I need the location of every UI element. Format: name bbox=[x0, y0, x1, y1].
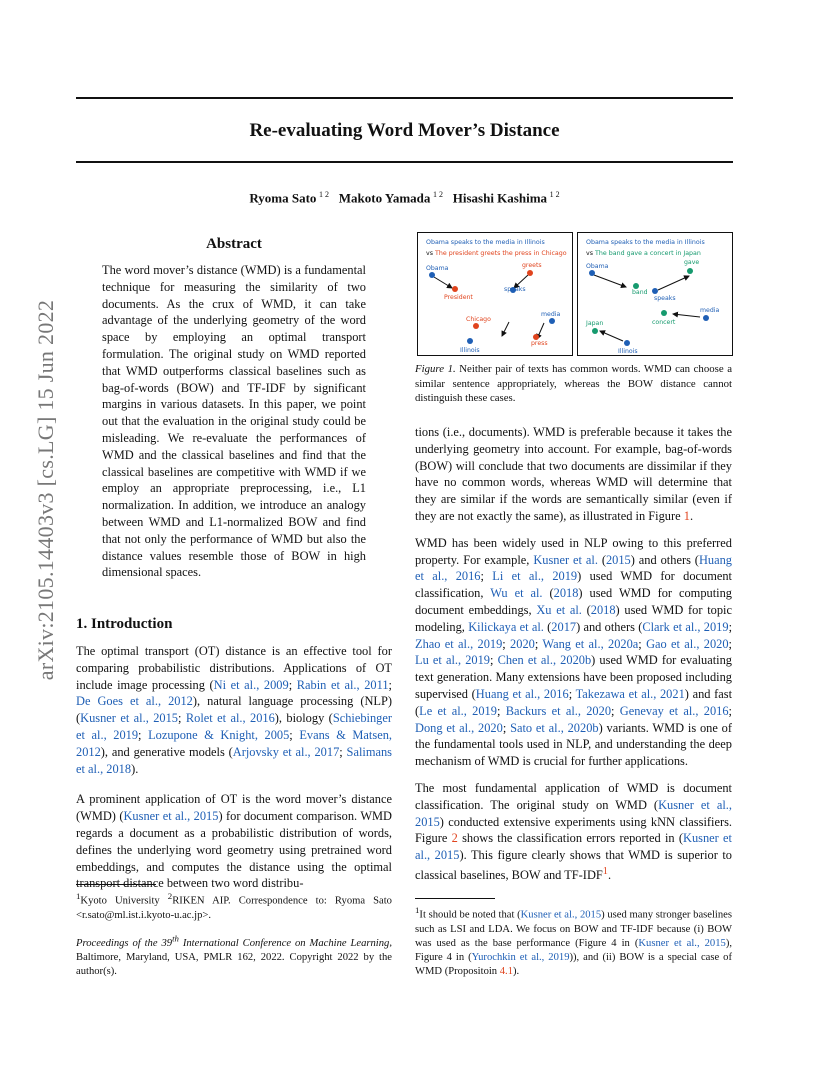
text: ) and fast ( bbox=[415, 686, 733, 718]
citation-link[interactable]: Yurochkin et al., 2019 bbox=[471, 951, 570, 963]
footnote-marker: 2 bbox=[167, 891, 173, 901]
citation-link[interactable]: Rolet et al., 2016 bbox=[185, 711, 275, 726]
word-label: media bbox=[700, 307, 720, 314]
title-bottom-rule bbox=[76, 161, 733, 163]
word-point bbox=[527, 270, 533, 276]
sentence-2-line bbox=[426, 250, 567, 257]
citation-link[interactable]: Dong et al., 2020 bbox=[415, 720, 503, 735]
text: ; bbox=[611, 703, 620, 718]
paper-title: Re-evaluating Word Mover’s Distance bbox=[249, 120, 560, 141]
text: It should be noted that ( bbox=[419, 909, 521, 921]
text: th bbox=[172, 933, 179, 943]
word-label: concert bbox=[652, 319, 676, 326]
citation-link[interactable]: Le et al., 2019 bbox=[419, 703, 497, 718]
text: A prominent application of OT is the word mover’s distance (WMD) ( bbox=[76, 792, 392, 824]
sentence-2: The president greets the press in Chicago bbox=[435, 250, 567, 257]
figure-panel-right bbox=[577, 232, 733, 356]
text: ) variants. WMD is one of the fundamental tools used in NLP, and understanding the deep mechanism of WMD is crucial for further applications. bbox=[415, 720, 732, 769]
citation-link[interactable]: Li et al., 2019 bbox=[492, 569, 578, 584]
word-label: greets bbox=[522, 262, 542, 269]
word-point bbox=[452, 286, 458, 292]
citation-link[interactable]: Kusner et al., 2015 bbox=[80, 711, 178, 726]
citation-link[interactable]: Wang et al., 2020a bbox=[542, 636, 639, 651]
author-affiliation: 1 2 bbox=[319, 190, 330, 199]
text: ; bbox=[480, 569, 493, 584]
citation-link[interactable]: Salimans et al., 2018 bbox=[76, 744, 392, 776]
text: ( bbox=[597, 552, 606, 567]
citation-link[interactable]: Huang et al., 2016 bbox=[415, 552, 732, 584]
figure-caption bbox=[415, 362, 732, 406]
citation-link[interactable]: Lozupone & Knight, 2005 bbox=[148, 727, 290, 742]
abstract-text: The word mover’s distance (WMD) is a fundamental technique for measuring the similarity of two documents. As the crux of WMD, it can take advantage of the underlying geometry of the word space by employing an optimal transport formulation. The original study on WMD reported that WMD outperforms classical baselines such as bag-of-words (BOW) and TF-IDF by significant margins in various datasets. In this paper, we point out that the evaluation in the original study could be misleading. We re-evaluate the performances of WMD and the classical baselines and find that the classical baselines are competitive with WMD if we employ an appropriate preprocessing, i.e., L1 normalization. In addition, we introduce an analogy between WMD and L1-normalized BOW and find that not only the performance of WMD but also the distance values resemble those of BOW in high dimensional spaces. bbox=[102, 263, 366, 580]
author-name: Hisashi Kashima bbox=[452, 190, 548, 206]
text: ; bbox=[138, 727, 149, 742]
paragraph bbox=[76, 791, 392, 892]
word-label: speaks bbox=[504, 286, 526, 293]
transport-arrow bbox=[658, 276, 689, 290]
text: ; bbox=[339, 744, 347, 759]
text: ) used WMD for evaluating text generation. Many extensions have been proposed including supervised ( bbox=[415, 653, 732, 701]
text: tions (i.e., documents). WMD is preferable because it takes the underlying geometry into account. For example, bag-of-words (BOW) will conclude that two documents are dissimilar if they have no common words, whereas WMD will determine that they are similar if the words are semantically similar (even if they are not exactly the same), as illustrated in Figure bbox=[415, 425, 732, 523]
text: ), natural language processing (NLP) ( bbox=[76, 694, 392, 726]
text: RIKEN AIP. Correspondence to: Ryoma Sato <r.sato@ml.ist.i.kyoto-u.ac.jp>. bbox=[76, 895, 392, 921]
text: ) used WMD for topic modeling, bbox=[415, 602, 732, 634]
vs-label: vs bbox=[426, 250, 436, 257]
text: ; bbox=[728, 619, 733, 634]
citation-link[interactable]: Backurs et al., 2020 bbox=[505, 703, 612, 718]
sentence-2: The band gave a concert in Japan bbox=[595, 250, 701, 257]
text: The optimal transport (OT) distance is an effective tool for comparing probabilistic distributions. Applications of OT include image processing ( bbox=[76, 644, 392, 692]
citation-link[interactable]: Ni et al., 2009 bbox=[213, 677, 289, 692]
text: Kyoto University bbox=[80, 895, 168, 907]
text: ( bbox=[542, 586, 554, 601]
citation-link[interactable]: Arjovsky et al., 2017 bbox=[232, 744, 340, 759]
text: ) for document comparison. WMD regards a document as a probabilistic distribution of words, defines the underlying word geometry using pretrained word embeddings, and computes the distance using the optimal transport distance between two word distribu- bbox=[76, 809, 392, 891]
author-list bbox=[76, 190, 733, 206]
citation-link[interactable]: Gao et al., 2020 bbox=[646, 636, 729, 651]
citation-link[interactable]: Kusner et al. bbox=[533, 552, 598, 567]
citation-link[interactable]: 2018 bbox=[553, 586, 579, 601]
text: ; bbox=[178, 711, 186, 726]
footnote-1 bbox=[415, 903, 732, 979]
word-point bbox=[429, 272, 435, 278]
paragraph bbox=[76, 643, 392, 777]
text: ; bbox=[728, 636, 732, 651]
citation-link[interactable]: Sato et al., 2020b bbox=[510, 720, 599, 735]
text: shows the classification errors reported in ( bbox=[457, 831, 684, 846]
text: ) used WMD for computing document embeddings, bbox=[415, 586, 732, 617]
text: International Conference on Machine Learning bbox=[178, 937, 390, 949]
citation-link[interactable]: 2018 bbox=[590, 602, 616, 617]
text: ; bbox=[728, 703, 732, 718]
left-column bbox=[76, 643, 392, 892]
text: ). bbox=[131, 761, 139, 776]
citation-link[interactable]: Wu et al. bbox=[490, 586, 543, 601]
sentence-1: Obama speaks to the media in Illinois bbox=[426, 239, 545, 246]
top-rule bbox=[76, 97, 733, 99]
text: Proceedings of the 39 bbox=[76, 937, 173, 949]
author-name: Makoto Yamada bbox=[338, 190, 431, 206]
citation-link[interactable]: Kusner et al., 2015 bbox=[415, 831, 732, 863]
citation-link[interactable]: 2015 bbox=[605, 552, 631, 567]
word-label: press bbox=[531, 340, 548, 347]
citation-link[interactable]: Kilickaya et al. bbox=[468, 619, 544, 634]
proposition-ref-link[interactable]: 4.1 bbox=[499, 965, 513, 977]
text: ) used many stronger baselines such as LSI and LDA. We focus on BOW and TF-IDF because (i) BOW was used as the base performance (Figure 4 in ( bbox=[415, 909, 732, 949]
text: ; bbox=[502, 720, 511, 735]
author-affiliation: 1 2 bbox=[549, 190, 560, 199]
transport-arrow bbox=[600, 331, 623, 341]
text: . bbox=[689, 508, 694, 523]
citation-link[interactable]: 2020 bbox=[510, 636, 535, 651]
paragraph bbox=[415, 780, 732, 884]
text: ), and generative models ( bbox=[100, 744, 233, 759]
citation-link[interactable]: Huang et al., 2016 bbox=[475, 686, 569, 701]
word-label: band bbox=[632, 289, 648, 296]
author-affiliation: 1 2 bbox=[433, 190, 443, 199]
arxiv-stamp: arXiv:2105.14403v3 [cs.LG] 15 Jun 2022 bbox=[33, 299, 58, 681]
citation-link[interactable]: Chen et al., 2020b bbox=[497, 653, 592, 668]
transport-arrow bbox=[673, 314, 700, 317]
text: ), Figure 4 in ( bbox=[415, 937, 732, 963]
word-label: President bbox=[444, 294, 473, 301]
text: The most fundamental application of WMD is document classification. The original study on WMD ( bbox=[415, 780, 732, 812]
citation-link[interactable]: Clark et al., 2019 bbox=[642, 619, 729, 634]
word-label: Chicago bbox=[466, 316, 491, 323]
text: ; bbox=[568, 686, 576, 701]
text: ; bbox=[388, 677, 392, 692]
word-point bbox=[473, 323, 479, 329]
text: ) and others ( bbox=[576, 619, 643, 634]
text: )), and (ii) BOW is a special case of WMD (Propositoin bbox=[415, 951, 733, 977]
word-label: Obama bbox=[426, 265, 449, 272]
word-point bbox=[592, 328, 598, 334]
word-label: Illinois bbox=[618, 348, 638, 355]
affiliation-footnote bbox=[76, 889, 392, 923]
text: , Baltimore, Maryland, USA, PMLR 162, 2022. Copyright 2022 by the author(s). bbox=[76, 937, 392, 977]
text: ( bbox=[581, 602, 591, 617]
citation-link[interactable]: Kusner et al., 2015 bbox=[638, 937, 726, 949]
citation-link[interactable]: Xu et al. bbox=[536, 602, 582, 617]
word-point bbox=[687, 268, 693, 274]
text: ) used WMD for document classification, bbox=[415, 569, 732, 601]
paragraph bbox=[415, 424, 732, 525]
footnote-marker: 1 bbox=[76, 891, 81, 901]
citation-link[interactable]: 2017 bbox=[551, 619, 577, 634]
word-embedding-plot-left bbox=[418, 233, 572, 355]
caption-text: Neither pair of texts has common words. WMD can choose a similar sentence appropriately, whereas the BOW distance cannot distinguish these cases. bbox=[415, 363, 732, 405]
text: ) conducted extensive experiments using kNN classifiers. Figure bbox=[415, 814, 732, 846]
abstract-heading: Abstract bbox=[206, 236, 262, 252]
citation-link[interactable]: Kusner et al., 2015 bbox=[520, 909, 602, 921]
text: ; bbox=[288, 677, 297, 692]
text: ( bbox=[543, 619, 552, 634]
figure-ref-link[interactable]: 1 bbox=[683, 508, 690, 523]
citation-link[interactable]: Evans & Matsen, 2012 bbox=[76, 727, 392, 759]
author-name: Ryoma Sato bbox=[249, 190, 317, 206]
word-point bbox=[661, 310, 667, 316]
text: ), biology ( bbox=[274, 711, 333, 726]
word-point bbox=[549, 318, 555, 324]
text: ) and others ( bbox=[630, 552, 699, 567]
word-point bbox=[652, 288, 658, 294]
citation-link[interactable]: Takezawa et al., 2021 bbox=[575, 686, 685, 701]
footnote-marker: 1 bbox=[415, 905, 420, 915]
figure-panel-left bbox=[417, 232, 573, 356]
vs-label: vs bbox=[586, 250, 596, 257]
sentence-1: Obama speaks to the media in Illinois bbox=[586, 239, 705, 246]
text: ; bbox=[496, 703, 506, 718]
right-column bbox=[415, 424, 732, 884]
transport-arrow bbox=[434, 277, 452, 288]
sentence-2-line bbox=[586, 250, 701, 257]
word-point bbox=[703, 315, 709, 321]
citation-link[interactable]: Lu et al., 2019 bbox=[415, 653, 490, 668]
text: ; bbox=[502, 636, 511, 651]
figure-1 bbox=[417, 232, 733, 356]
word-point bbox=[467, 338, 473, 344]
proceedings-note bbox=[76, 931, 392, 979]
citation-link[interactable]: Zhao et al., 2019 bbox=[415, 636, 503, 651]
citation-link[interactable]: Genevay et al., 2016 bbox=[619, 703, 729, 718]
citation-link[interactable]: Kusner et al., 2015 bbox=[415, 797, 732, 829]
text: ). This figure clearly shows that WMD is superior to classical baselines, BOW and TF-IDF bbox=[415, 848, 732, 883]
text: ; bbox=[490, 653, 498, 668]
word-label: speaks bbox=[654, 295, 676, 302]
text: ). bbox=[513, 965, 520, 977]
text: WMD has been widely used in NLP owing to this preferred property. For example, bbox=[415, 535, 732, 567]
figure-label: Figure 1. bbox=[415, 363, 456, 375]
section-heading: 1. Introduction bbox=[76, 616, 173, 632]
word-point bbox=[589, 270, 595, 276]
text: ; bbox=[289, 727, 300, 742]
citation-link[interactable]: Kusner et al., 2015 bbox=[123, 809, 219, 824]
word-label: Obama bbox=[586, 263, 609, 270]
word-label: media bbox=[541, 311, 561, 318]
transport-arrow bbox=[502, 322, 509, 336]
footnote-rule bbox=[76, 884, 156, 885]
word-label: Illinois bbox=[460, 347, 480, 354]
paragraph bbox=[415, 535, 732, 770]
word-embedding-plot-right bbox=[578, 233, 732, 355]
word-point bbox=[624, 340, 630, 346]
transport-arrow bbox=[594, 275, 626, 287]
word-label: gave bbox=[684, 259, 700, 266]
footnote-ref-link[interactable]: 1 bbox=[602, 865, 608, 877]
text: . bbox=[607, 868, 612, 883]
figure-ref-link[interactable]: 2 bbox=[451, 831, 458, 846]
word-label: Japan bbox=[586, 320, 604, 327]
text: ; bbox=[534, 636, 543, 651]
text: ; bbox=[638, 636, 647, 651]
citation-link[interactable]: Rabin et al., 2011 bbox=[296, 677, 389, 692]
citation-link[interactable]: De Goes et al., 2012 bbox=[76, 694, 193, 709]
citation-link[interactable]: Schiebinger et al., 2019 bbox=[76, 711, 392, 742]
footnote-rule bbox=[415, 898, 495, 899]
